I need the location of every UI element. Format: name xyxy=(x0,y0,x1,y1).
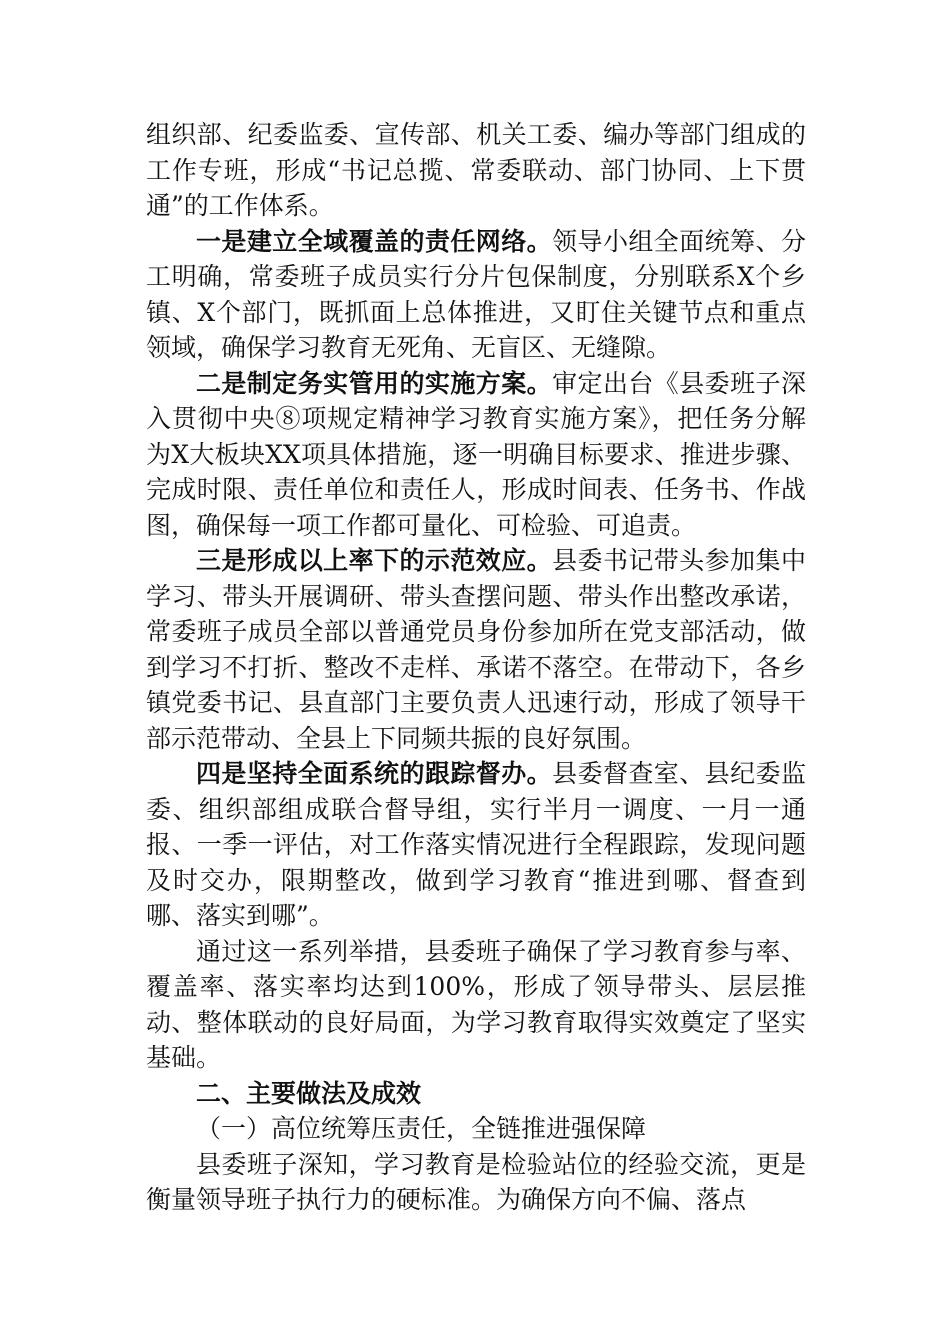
paragraph-final xyxy=(146,1147,806,1218)
sub-heading: （一）高位统筹压责任，全链推进强保障 xyxy=(196,1114,647,1143)
paragraph-text: 县委书记带头参加集中学习、带头开展调研、带头查摆问题、带头作出整改承诺，常委班子成员全部以普通党员身份参加所在党支部活动，做到学习不打折、整改不走样、承诺不落空。在带动下，各乡镇党委书记、县直部门主要负责人迅速行动，形成了领导干部示范带动、全县上下同频共振的良好氛围。 xyxy=(146,546,806,753)
paragraph-text: 县委班子深知，学习教育是检验站位的经验交流，更是衡量领导班子执行力的硬标准。为确保方向不偏、落点 xyxy=(146,1149,806,1214)
paragraph-lead: 三是形成以上率下的示范效应。 xyxy=(196,546,553,575)
paragraph-text: 领导小组全面统筹、分工明确，常委班子成员实行分片包保制度，分别联系X个乡镇、X个部门，既抓面上总体推进，又盯住关键节点和重点领域，确保学习教育无死角、无盲区、无缝隙。 xyxy=(146,226,806,362)
paragraph-lead: 二是制定务实管用的实施方案。 xyxy=(196,368,553,398)
paragraph-implementation-plan xyxy=(146,366,806,544)
paragraph-intro xyxy=(146,117,806,224)
paragraph-lead: 四是坚持全面系统的跟踪督办。 xyxy=(196,759,553,788)
paragraph-supervision xyxy=(146,756,806,934)
paragraph-text: 通过这一系列举措，县委班子确保了学习教育参与率、覆盖率、落实率均达到100%，形成了领导带头、层层推动、整体联动的良好局面，为学习教育取得实效奠定了坚实基础。 xyxy=(146,936,806,1072)
document-page xyxy=(146,117,806,1218)
paragraph-demonstration-effect xyxy=(146,543,806,756)
paragraph-summary xyxy=(146,934,806,1076)
paragraph-text: 组织部、纪委监委、宣传部、机关工委、编办等部门组成的工作专班，形成“书记总揽、常委联动、部门协同、上下贯通”的工作体系。 xyxy=(146,120,806,220)
paragraph-lead: 一是建立全域覆盖的责任网络。 xyxy=(196,226,553,256)
paragraph-text: 县委督查室、县纪委监委、组织部组成联合督导组，实行半月一调度、一月一通报、一季一评估，对工作落实情况进行全程跟踪，发现问题及时交办，限期整改，做到学习教育“推进到哪、督查到哪、落实到哪”。 xyxy=(146,759,806,930)
paragraph-text: 审定出台《县委班子深入贯彻中央⑧项规定精神学习教育实施方案》，把任务分解为X大板块XX项具体措施，逐一明确目标要求、推进步骤、完成时限、责任单位和责任人，形成时间表、任务书、作战图，确保每一项工作都可量化、可检验、可追责。 xyxy=(146,368,806,540)
section-heading: 二、主要做法及成效 xyxy=(196,1078,422,1108)
paragraph-responsibility-network xyxy=(146,224,806,366)
